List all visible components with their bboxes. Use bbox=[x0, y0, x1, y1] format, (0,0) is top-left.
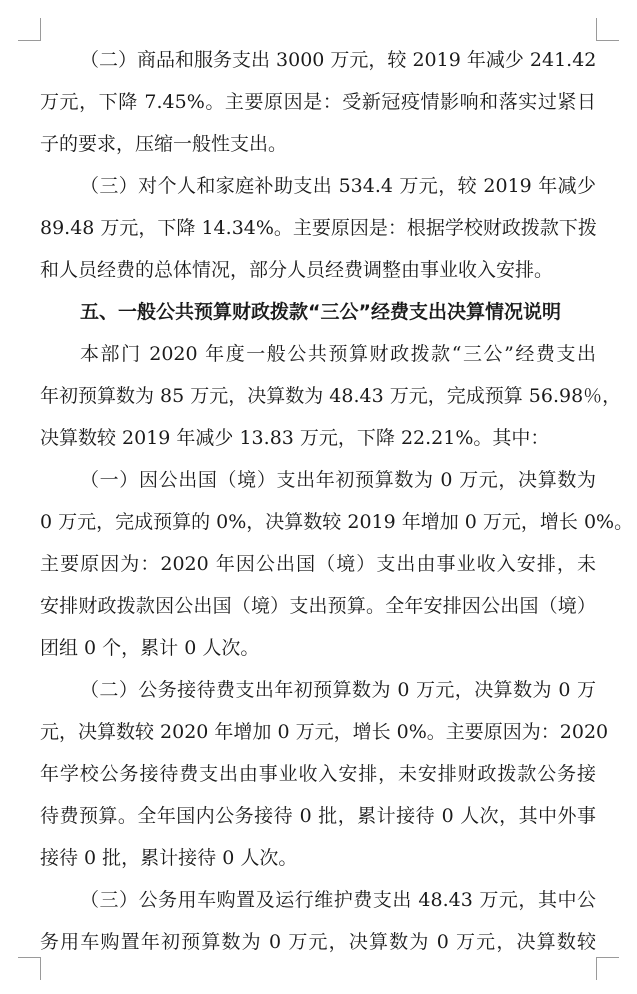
paragraph-line: 和人员经费的总体情况，部分人员经费调整由事业收入安排。 bbox=[40, 259, 554, 281]
page-corner-mark-top-right bbox=[596, 18, 619, 41]
paragraph-line: 万元，下降 7.45%。主要原因是：受新冠疫情影响和落实过紧日 bbox=[40, 91, 596, 113]
paragraph-line: （二）公务接待费支出年初预算数为 0 万元，决算数为 0 万 bbox=[80, 679, 596, 701]
paragraph-line: 决算数较 2019 年减少 13.83 万元，下降 22.21%。其中： bbox=[40, 427, 550, 449]
paragraph-line: （三）公务用车购置及运行维护费支出 48.43 万元，其中公 bbox=[80, 889, 596, 911]
paragraph-line: 年初预算数为 85 万元，决算数为 48.43 万元，完成预算 56.98％， bbox=[40, 385, 622, 407]
paragraph-line: （二）商品和服务支出 3000 万元，较 2019 年减少 241.42 bbox=[80, 49, 597, 71]
paragraph-line: 0 万元，完成预算的 0%，决算数较 2019 年增加 0 万元，增长 0%。 bbox=[40, 511, 634, 533]
paragraph-line: 89.48 万元，下降 14.34%。主要原因是：根据学校财政拨款下拨 bbox=[40, 217, 597, 239]
paragraph-line: 安排财政拨款因公出国（境）支出预算。全年安排因公出国（境） bbox=[40, 595, 596, 617]
paragraph-line: 子的要求，压缩一般性支出。 bbox=[40, 133, 288, 155]
paragraph-line: 元，决算数较 2020 年增加 0 万元，增长 0%。主要原因为：2020 bbox=[40, 721, 609, 743]
paragraph-line: 主要原因为：2020 年因公出国（境）支出由事业收入安排，未 bbox=[40, 553, 596, 575]
page-corner-mark-top-left bbox=[18, 18, 41, 41]
section-heading: 五、一般公共预算财政拨款“三公”经费支出决算情况说明 bbox=[80, 301, 561, 323]
page-corner-mark-bottom-right bbox=[596, 957, 619, 980]
paragraph-line: 团组 0 个，累计 0 人次。 bbox=[40, 637, 260, 659]
paragraph-line: 接待 0 批，累计接待 0 人次。 bbox=[40, 847, 298, 869]
paragraph-line: 本部门 2020 年度一般公共预算财政拨款“三公”经费支出 bbox=[80, 343, 596, 365]
paragraph-line: 待费预算。全年国内公务接待 0 批，累计接待 0 人次，其中外事 bbox=[40, 805, 596, 827]
paragraph-line: （一）因公出国（境）支出年初预算数为 0 万元，决算数为 bbox=[80, 469, 596, 491]
paragraph-line: 务用车购置年初预算数为 0 万元，决算数为 0 万元，决算数较 bbox=[40, 931, 596, 953]
page-corner-mark-bottom-left bbox=[18, 957, 41, 980]
paragraph-line: （三）对个人和家庭补助支出 534.4 万元，较 2019 年减少 bbox=[80, 175, 596, 197]
paragraph-line: 年学校公务接待费支出由事业收入安排，未安排财政拨款公务接 bbox=[40, 763, 596, 785]
